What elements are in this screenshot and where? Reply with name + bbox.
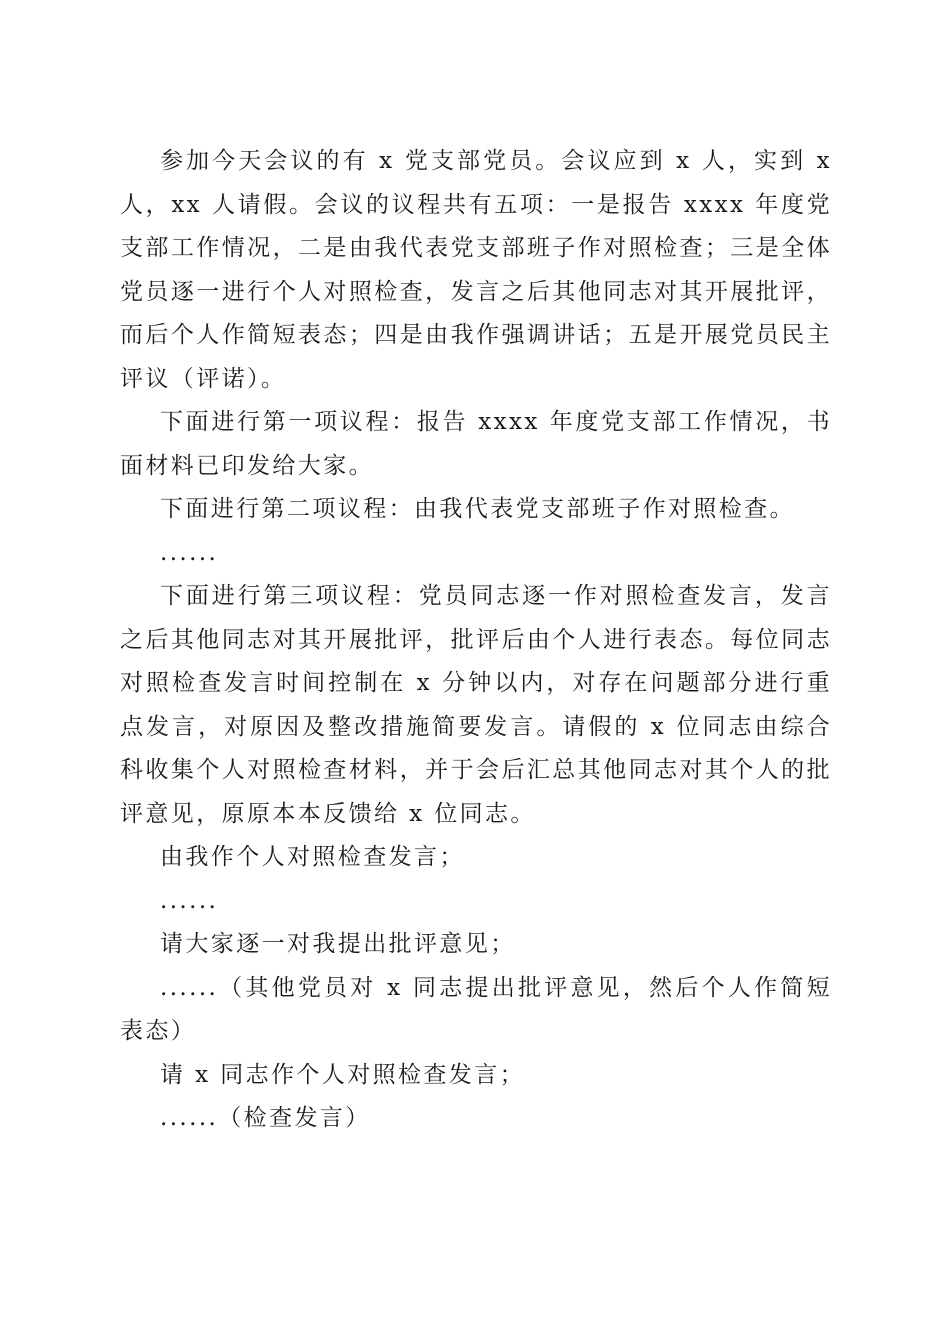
paragraph-agenda-item-1: 下面进行第一项议程：报告 xxxx 年度党支部工作情况，书面材料已印发给大家。 [120, 409, 832, 479]
paragraph-criticism-note: ......（其他党员对 x 同志提出批评意见，然后个人作简短表态） [120, 974, 832, 1044]
paragraph-request-criticism: 请大家逐一对我提出批评意见； [160, 931, 516, 957]
document-page [120, 140, 832, 1141]
paragraph-ellipsis: ...... [160, 887, 219, 914]
paragraph-agenda-item-2: 下面进行第二项议程：由我代表党支部班子作对照检查。 [160, 496, 795, 522]
paragraph-ellipsis: ...... [160, 539, 219, 566]
paragraph-meeting-intro: 参加今天会议的有 x 党支部党员。会议应到 x 人，实到 x 人，xx 人请假。会议的议程共有五项：一是报告 xxxx 年度党支部工作情况，二是由我代表党支部班子作对照检查；三是全体党员逐一进行个人对照检查，发言之后其他同志对其开展批评，而后个人作简短表态；四是由我作强调讲话；五是开展党员民主评议（评诺）。 [120, 148, 832, 392]
paragraph-agenda-item-3: 下面进行第三项议程：党员同志逐一作对照检查发言，发言之后其他同志对其开展批评，批评后由个人进行表态。每位同志对照检查发言时间控制在 x 分钟以内，对存在问题部分进行重点发言，对原因及整改措施简要发言。请假的 x 位同志由综合科收集个人对照检查材料，并于会后汇总其他同志对其个人的批评意见，原原本本反馈给 x 位同志。 [120, 583, 832, 827]
paragraph-comrade-review: 请 x 同志作个人对照检查发言； [160, 1061, 525, 1088]
paragraph-review-note: ......（检查发言） [160, 1105, 371, 1131]
paragraph-self-review: 由我作个人对照检查发言； [160, 844, 465, 870]
